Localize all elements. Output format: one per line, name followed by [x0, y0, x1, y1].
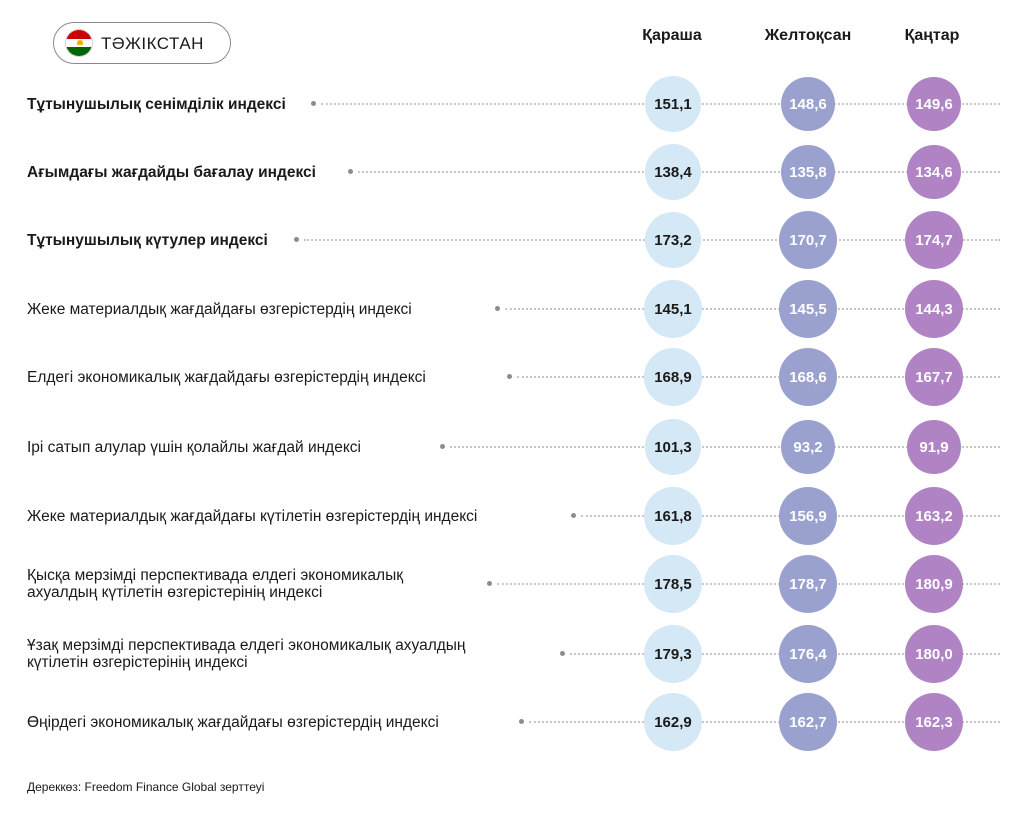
row-label: Жеке материалдық жағдайдағы өзгерістердің индексі: [27, 300, 412, 318]
row-label: Ірі сатып алулар үшін қолайлы жағдай индексі: [27, 438, 361, 456]
value-bubble-november: 179,3: [644, 625, 702, 683]
value-bubble-december: 178,7: [779, 555, 837, 613]
value-bubble-december: 148,6: [781, 77, 835, 131]
row-label: Ұзақ мерзімді перспективада елдегі экономикалық ахуалдың күтілетін өзгерістерінің индексі: [27, 637, 466, 671]
value-bubble-january: 91,9: [907, 420, 961, 474]
value-bubble-november: 168,9: [644, 348, 702, 406]
leader-dot: [495, 306, 500, 311]
leader-dot: [507, 374, 512, 379]
row-label: Жеке материалдық жағдайдағы күтілетін өзгерістердің индексі: [27, 507, 478, 525]
value-bubble-december: 170,7: [779, 211, 837, 269]
value-bubble-january: 180,9: [905, 555, 963, 613]
country-badge: [53, 22, 231, 64]
tajikistan-flag-icon: [65, 29, 93, 57]
value-bubble-november: 145,1: [644, 280, 702, 338]
leader-dot: [560, 651, 565, 656]
value-bubble-january: 167,7: [905, 348, 963, 406]
value-bubble-december: 168,6: [779, 348, 837, 406]
value-bubble-december: 93,2: [781, 420, 835, 474]
value-bubble-december: 176,4: [779, 625, 837, 683]
leader-dot: [519, 719, 524, 724]
country-title: ТӘЖІКСТАН: [101, 34, 204, 53]
column-header-december: Желтоқсан: [764, 27, 852, 44]
value-bubble-november: 151,1: [645, 76, 701, 132]
value-bubble-january: 162,3: [905, 693, 963, 751]
value-bubble-december: 145,5: [779, 280, 837, 338]
row-label: Тұтынушылық сенімділік индексі: [27, 95, 286, 113]
value-bubble-january: 163,2: [905, 487, 963, 545]
row-label: Өңірдегі экономикалық жағдайдағы өзгерістердің индексі: [27, 713, 439, 731]
value-bubble-november: 173,2: [645, 212, 701, 268]
leader-dot: [294, 237, 299, 242]
value-bubble-january: 174,7: [905, 211, 963, 269]
row-label: Елдегі экономикалық жағдайдағы өзгерістердің индексі: [27, 368, 426, 386]
leader-dot: [440, 444, 445, 449]
value-bubble-december: 156,9: [779, 487, 837, 545]
value-bubble-january: 134,6: [907, 145, 961, 199]
value-bubble-november: 162,9: [644, 693, 702, 751]
value-bubble-january: 149,6: [907, 77, 961, 131]
value-bubble-january: 180,0: [905, 625, 963, 683]
value-bubble-december: 162,7: [779, 693, 837, 751]
value-bubble-december: 135,8: [781, 145, 835, 199]
leader-dot: [487, 581, 492, 586]
leader-dot: [571, 513, 576, 518]
leader-dot: [311, 101, 316, 106]
value-bubble-november: 101,3: [645, 419, 701, 475]
row-label: Қысқа мерзімді перспективада елдегі экономикалық ахуалдың күтілетін өзгерістерінің индексі: [27, 567, 404, 601]
row-label: Тұтынушылық күтулер индексі: [27, 231, 268, 249]
column-header-november: Қараша: [642, 27, 702, 44]
value-bubble-november: 178,5: [644, 555, 702, 613]
source-note: Дереккөз: Freedom Finance Global зерттеуі: [27, 780, 265, 794]
column-header-january: Қаңтар: [904, 27, 960, 44]
leader-dot: [348, 169, 353, 174]
value-bubble-november: 161,8: [644, 487, 702, 545]
value-bubble-november: 138,4: [645, 144, 701, 200]
row-label: Ағымдағы жағдайды бағалау индексі: [27, 163, 316, 181]
value-bubble-january: 144,3: [905, 280, 963, 338]
